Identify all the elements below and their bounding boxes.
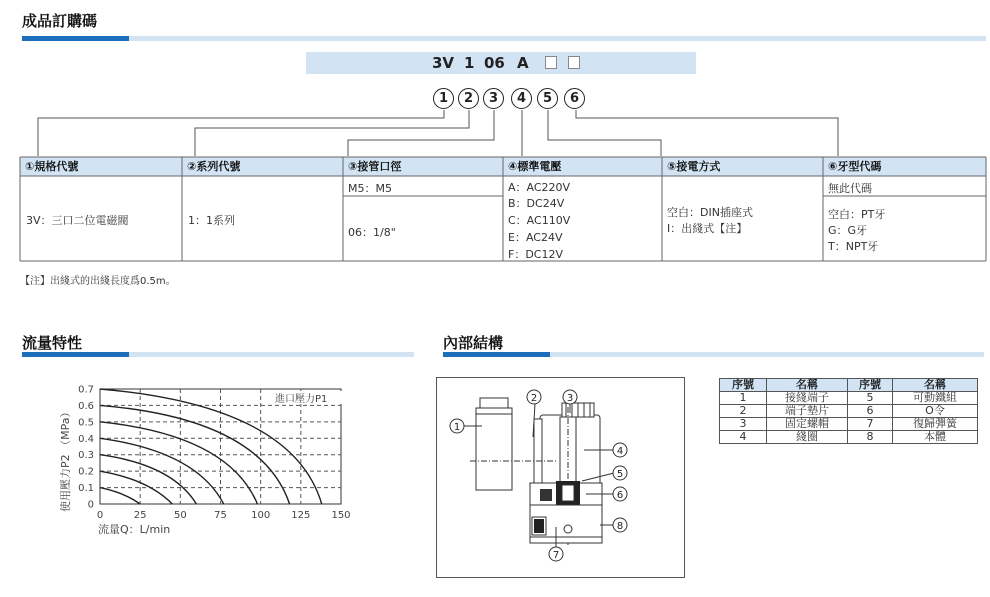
part-no: 1 — [720, 392, 767, 405]
part-no: 4 — [720, 431, 767, 444]
chart-ylabel: 使用壓力P2 （MPa） — [59, 406, 72, 512]
callout-8: 8 — [616, 521, 624, 532]
parts-hdr-no: 序號 — [720, 379, 767, 392]
hdr-spec-code: ①規格代號 — [25, 160, 79, 173]
parts-hdr-name: 名稱 — [767, 379, 848, 392]
x-tick-label: 100 — [251, 510, 271, 521]
y-tick-label: 0.4 — [78, 433, 94, 445]
parts-hdr-no-2: 序號 — [848, 379, 893, 392]
callout-4: 4 — [616, 446, 624, 457]
series-curve-1 — [100, 488, 140, 504]
internal-rule-accent — [443, 352, 550, 357]
order-code-title: 成品訂購碼 — [22, 12, 98, 30]
table-row — [720, 418, 978, 431]
callout-1: 1 — [453, 422, 461, 433]
y-tick-label: 0.2 — [78, 466, 94, 478]
part-name: 接綫端子 — [767, 392, 848, 405]
parts-table — [719, 378, 978, 444]
part-name: 可動鐵組 — [893, 392, 978, 405]
cell-spec: 3V：三口二位電磁閥 — [26, 214, 129, 227]
internal-title: 內部結構 — [443, 334, 504, 352]
cell-volt-e: E：AC24V — [508, 231, 563, 244]
part-no: 5 — [848, 392, 893, 405]
hdr-voltage: ④標準電壓 — [508, 160, 562, 173]
circle-3: 3 — [483, 88, 504, 109]
chart-xlabel: 流量Q：L/min — [98, 523, 171, 536]
part-name: 本體 — [893, 431, 978, 444]
y-tick-label: 0.6 — [78, 400, 94, 412]
cell-conn-din: 空白：DIN插座式 — [667, 206, 753, 219]
cell-thread-pt: 空白：PT牙 — [828, 208, 886, 221]
code-port: 06 — [484, 54, 505, 72]
cell-thread-g: G：G牙 — [828, 224, 868, 237]
code-series: 3V — [432, 54, 455, 72]
circle-4: 4 — [511, 88, 532, 109]
y-tick-label: 0.5 — [78, 417, 94, 429]
callout-2: 2 — [530, 393, 538, 404]
cell-volt-a: A：AC220V — [508, 181, 571, 194]
part-no: 8 — [848, 431, 893, 444]
circle-6: 6 — [564, 88, 585, 109]
part-name: 固定螺帽 — [767, 418, 848, 431]
part-no: 6 — [848, 405, 893, 418]
callout-5: 5 — [616, 469, 624, 480]
hdr-thread: ⑥牙型代碼 — [828, 160, 882, 173]
x-tick-label: 75 — [214, 510, 227, 521]
valve-diagram — [436, 377, 686, 579]
series-curve-5 — [100, 422, 257, 504]
cell-volt-f: F：DC12V — [508, 248, 563, 261]
callout-7: 7 — [552, 550, 560, 561]
hdr-series-code: ②系列代號 — [187, 160, 241, 173]
hdr-port-size: ③接管口徑 — [348, 160, 402, 173]
part-name: O令 — [893, 405, 978, 418]
flow-title: 流量特性 — [22, 334, 83, 352]
table-row — [720, 392, 978, 405]
cell-thread-npt: T：NPT牙 — [828, 240, 879, 253]
cell-volt-b: B：DC24V — [508, 197, 565, 210]
part-no: 3 — [720, 418, 767, 431]
hdr-connection: ⑤接電方式 — [667, 160, 721, 173]
circle-1: 1 — [433, 88, 454, 109]
y-tick-label: 0.7 — [78, 384, 94, 396]
code-voltage: A — [517, 54, 529, 72]
y-tick-label: 0 — [87, 499, 94, 511]
callout-3: 3 — [566, 393, 574, 404]
cell-port-06: 06：1/8" — [348, 226, 396, 239]
cell-port-m5: M5：M5 — [348, 182, 392, 195]
part-no: 7 — [848, 418, 893, 431]
flow-rule-accent — [22, 352, 129, 357]
flow-chart — [0, 370, 400, 545]
part-name: 復歸彈簧 — [893, 418, 978, 431]
circle-2: 2 — [458, 88, 479, 109]
part-no: 2 — [720, 405, 767, 418]
table-row — [720, 431, 978, 444]
cell-series: 1：1系列 — [188, 214, 235, 227]
cell-volt-c: C：AC110V — [508, 214, 571, 227]
x-tick-label: 125 — [291, 510, 311, 521]
y-tick-label: 0.1 — [78, 483, 94, 495]
part-name: 綫圈 — [767, 431, 848, 444]
footnote: 【注】出綫式的出綫長度爲0.5m。 — [20, 276, 176, 287]
table-row — [720, 405, 978, 418]
series-curve-7 — [100, 389, 322, 504]
x-tick-label: 25 — [133, 510, 147, 521]
x-tick-label: 150 — [331, 510, 351, 521]
circle-5: 5 — [537, 88, 558, 109]
x-tick-label: 0 — [96, 510, 104, 521]
cell-thread-none: 無此代碼 — [828, 182, 872, 195]
x-tick-label: 50 — [173, 510, 187, 521]
callout-6: 6 — [616, 490, 624, 501]
parts-hdr-name-2: 名稱 — [893, 379, 978, 392]
chart-legend: 進口壓力P1 — [275, 394, 328, 405]
code-size: 1 — [464, 54, 475, 72]
y-tick-label: 0.3 — [78, 450, 94, 462]
cell-conn-lead: I：出綫式【注】 — [667, 222, 748, 235]
part-name: 端子墊片 — [767, 405, 848, 418]
